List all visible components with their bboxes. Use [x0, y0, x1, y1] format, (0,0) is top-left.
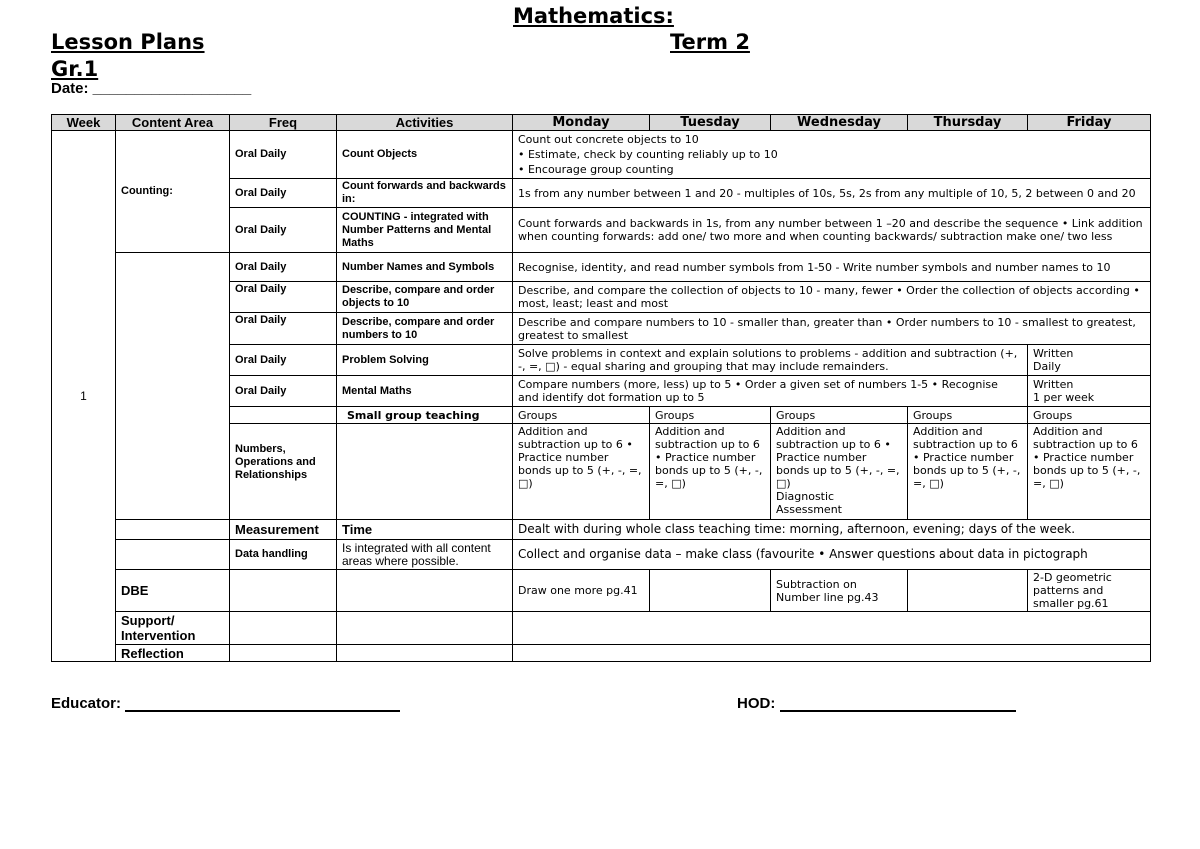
educator-signature [51, 695, 400, 712]
group-label: Groups [1028, 407, 1151, 424]
group-label: Groups [513, 407, 650, 424]
group-label: Groups [650, 407, 771, 424]
description-cell [513, 131, 1151, 179]
description-cell: 1s from any number between 1 and 20 - multiples of 10s, 5s, 2s from any multiple of 10, 5, 2 between 0 and 20 [513, 179, 1151, 208]
support-notes[interactable] [513, 612, 1151, 645]
activity-cell [337, 645, 513, 662]
content-area-cell [116, 520, 230, 540]
description-cell: Recognise, identity, and read number symbols from 1-50 - Write number symbols and number names to 10 [513, 253, 1151, 282]
description-cell: Describe, and compare the collection of objects to 10 - many, fewer • Order the collection of objects according • most, least; least and most [513, 282, 1151, 313]
activity-cell: Describe, compare and order objects to 10 [337, 282, 513, 313]
group-activity-text: Addition and subtraction up to 6 • Practice number bonds up to 5 (+, -, =, □) [776, 425, 900, 490]
friday-cell [1028, 376, 1151, 407]
description-line: Count out concrete objects to 10 [518, 133, 699, 146]
group-activity: Addition and subtraction up to 6 • Practice number bonds up to 5 (+, -, =, □) [650, 424, 771, 520]
table-row [52, 645, 1151, 662]
activity-cell: Time [337, 520, 513, 540]
freq-cell [230, 645, 337, 662]
description-cell: Dealt with during whole class teaching time: morning, afternoon, evening; days of the week. [513, 520, 1151, 540]
dbe-friday: 2-D geometric patterns and smaller pg.61 [1028, 570, 1151, 612]
column-header: Wednesday [771, 115, 908, 131]
description-line: • Encourage group counting [518, 163, 674, 176]
content-area-cell [116, 540, 230, 570]
dbe-tuesday [650, 570, 771, 612]
group-activity: Addition and subtraction up to 6 • Practice number bonds up to 5 (+, -, =, □) [908, 424, 1028, 520]
hod-label: HOD: [737, 695, 776, 712]
date-field[interactable]: Date: ___________________ [51, 80, 252, 97]
friday-line: Written [1033, 378, 1074, 391]
week-number: 1 [52, 131, 116, 662]
column-header: Activities [337, 115, 513, 131]
column-header: Monday [513, 115, 650, 131]
content-area-numbers-label: Numbers, Operations and Relationships [230, 424, 337, 520]
term-title: Term 2 [670, 30, 750, 54]
column-header: Tuesday [650, 115, 771, 131]
activity-cell [337, 612, 513, 645]
dbe-label: DBE [116, 570, 230, 612]
educator-signature-line[interactable] [125, 696, 400, 712]
friday-line: 1 per week [1033, 391, 1095, 404]
table-row [52, 540, 1151, 570]
freq-cell: Oral Daily [230, 253, 337, 282]
freq-cell: Oral Daily [230, 345, 337, 376]
activity-cell [337, 424, 513, 520]
description-cell: Compare numbers (more, less) up to 5 • Order a given set of numbers 1-5 • Recognise and identify dot formation up to 5 [513, 376, 1028, 407]
activity-cell: COUNTING - integrated with Number Patterns and Mental Maths [337, 208, 513, 253]
description-cell: Solve problems in context and explain solutions to problems - addition and subtraction (+, -, =, □) - equal sharing and grouping that may include remainders. [513, 345, 1028, 376]
column-header: Week [52, 115, 116, 131]
friday-cell [1028, 345, 1151, 376]
reflection-notes[interactable] [513, 645, 1151, 662]
freq-cell: Oral Daily [230, 282, 337, 313]
table-row [52, 131, 1151, 179]
group-label: Groups [771, 407, 908, 424]
description-cell: Describe and compare numbers to 10 - smaller than, greater than • Order numbers to 10 - smallest to greatest, greatest to smallest [513, 313, 1151, 345]
activity-cell: Small group teaching [337, 407, 513, 424]
group-activity: Addition and subtraction up to 6 • Practice number bonds up to 5 (+, -, =, □) [513, 424, 650, 520]
content-area-numbers [116, 253, 230, 520]
diagnostic-assessment: Diagnostic Assessment [776, 490, 842, 516]
activity-cell: Count forwards and backwards in: [337, 179, 513, 208]
content-area-counting: Counting: [116, 131, 230, 253]
activity-cell: Count Objects [337, 131, 513, 179]
table-header-row [52, 115, 1151, 131]
freq-cell: Oral Daily [230, 208, 337, 253]
table-row [52, 520, 1151, 540]
freq-cell [230, 407, 337, 424]
activity-cell: Is integrated with all content areas where possible. [337, 540, 513, 570]
table-row [52, 570, 1151, 612]
dbe-thursday [908, 570, 1028, 612]
friday-line: Daily [1033, 360, 1061, 373]
freq-cell [230, 612, 337, 645]
grade-title: Gr.1 [51, 57, 99, 81]
activity-cell [337, 570, 513, 612]
activity-cell: Problem Solving [337, 345, 513, 376]
freq-cell: Oral Daily [230, 179, 337, 208]
group-label: Groups [908, 407, 1028, 424]
description-cell: Count forwards and backwards in 1s, from any number between 1 –20 and describe the sequence • Link addition when counting forwards: add one/ two more and when counting backwards/ subtraction make one/ two less [513, 208, 1151, 253]
activity-cell: Describe, compare and order numbers to 10 [337, 313, 513, 345]
content-area-data: Data handling [230, 540, 337, 570]
table-row [52, 612, 1151, 645]
friday-line: Written [1033, 347, 1074, 360]
support-label: Support/ Intervention [116, 612, 230, 645]
subject-title: Mathematics: [513, 4, 674, 28]
group-activity [771, 424, 908, 520]
description-line: • Estimate, check by counting reliably up to 10 [518, 148, 778, 161]
table-row [52, 253, 1151, 282]
hod-signature-line[interactable] [780, 696, 1016, 712]
column-header: Freq [230, 115, 337, 131]
document-title: Lesson Plans [51, 30, 205, 54]
content-area-measurement: Measurement [230, 520, 337, 540]
column-header: Friday [1028, 115, 1151, 131]
freq-cell: Oral Daily [230, 376, 337, 407]
freq-cell: Oral Daily [230, 313, 337, 345]
freq-cell [230, 570, 337, 612]
educator-label: Educator: [51, 695, 122, 712]
column-header: Content Area [116, 115, 230, 131]
group-activity: Addition and subtraction up to 6 • Practice number bonds up to 5 (+, -, =, □) [1028, 424, 1151, 520]
column-header: Thursday [908, 115, 1028, 131]
hod-signature [737, 695, 1016, 712]
lesson-plan-table [51, 114, 1151, 662]
activity-cell: Number Names and Symbols [337, 253, 513, 282]
description-cell: Collect and organise data – make class (favourite • Answer questions about data in pictograph [513, 540, 1151, 570]
activity-cell: Mental Maths [337, 376, 513, 407]
dbe-wednesday: Subtraction on Number line pg.43 [771, 570, 908, 612]
freq-cell: Oral Daily [230, 131, 337, 179]
reflection-label: Reflection [116, 645, 230, 662]
dbe-monday: Draw one more pg.41 [513, 570, 650, 612]
